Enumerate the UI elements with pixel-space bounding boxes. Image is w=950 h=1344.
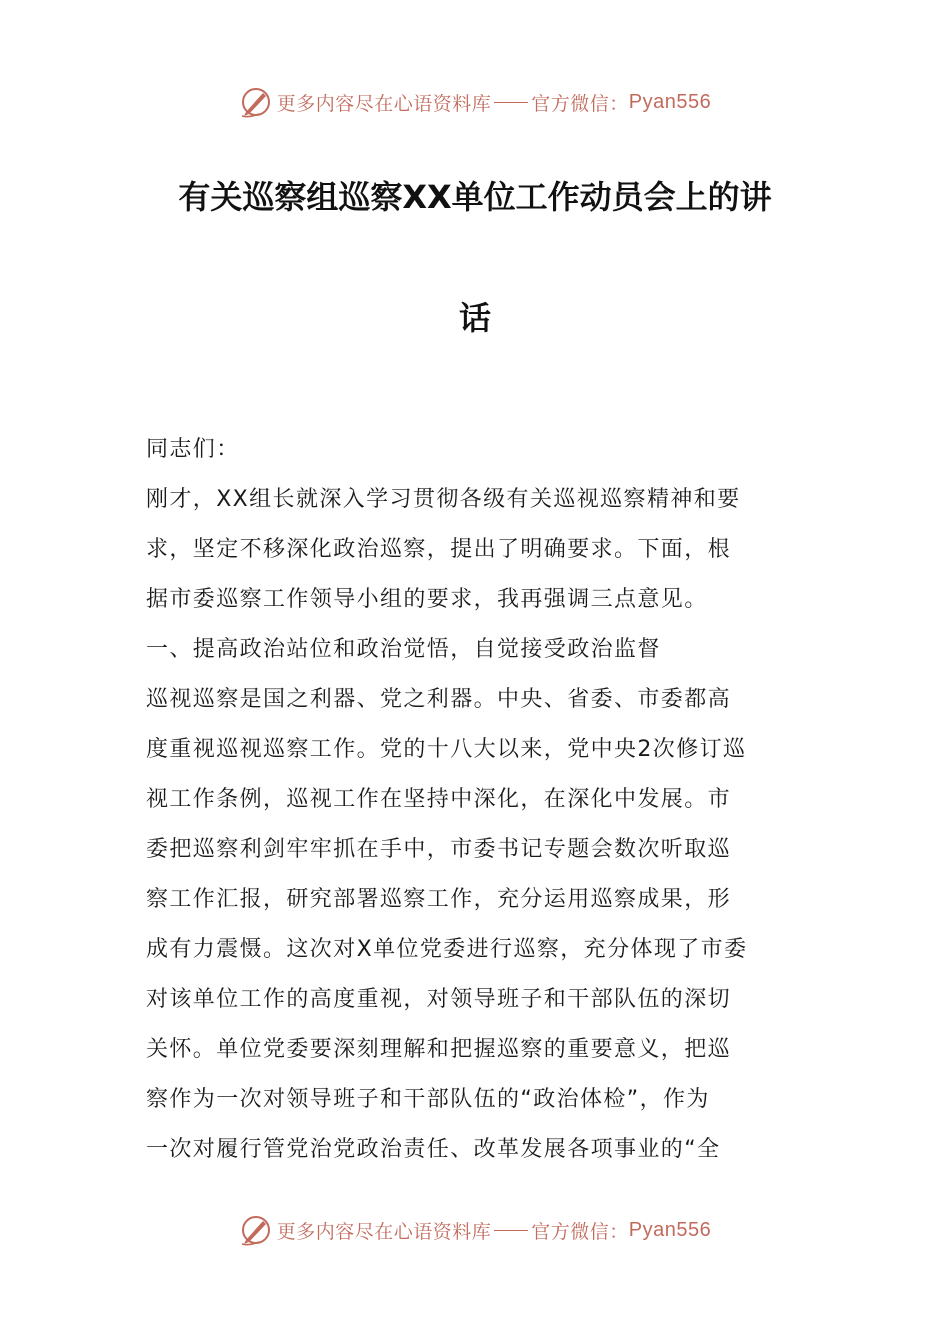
body-line: 察作为一次对领导班子和干部队伍的“政治体检”，作为 bbox=[146, 1087, 710, 1112]
header-watermark-banner bbox=[0, 82, 950, 122]
body-line: 度重视巡视巡察工作。党的十八大以来，党中央2次修订巡 bbox=[146, 737, 747, 762]
body-line: 成有力震慑。这次对X单位党委进行巡察，充分体现了市委 bbox=[146, 937, 748, 962]
banner-wechat-handle: Pyan556 bbox=[628, 90, 712, 113]
banner-main-text: 更多内容尽在心语资料库 bbox=[276, 92, 492, 115]
footer-watermark-banner bbox=[0, 1210, 950, 1250]
banner-label-text: 官方微信： bbox=[531, 92, 629, 115]
body-line: 关怀。单位党委要深刻理解和把握巡察的重要意义，把巡 bbox=[146, 1037, 732, 1062]
banner-dash-divider bbox=[494, 102, 528, 103]
document-title-line-2: 话 bbox=[458, 299, 491, 337]
pen-circle-logo-icon bbox=[239, 1213, 273, 1247]
body-line: 求，坚定不移深化政治巡察，提出了明确要求。下面，根 bbox=[146, 537, 732, 562]
body-line: 对该单位工作的高度重视，对领导班子和干部队伍的深切 bbox=[146, 987, 732, 1012]
body-line: 一次对履行管党治党政治责任、改革发展各项事业的“全 bbox=[146, 1137, 721, 1162]
banner-label-text: 官方微信： bbox=[531, 1220, 629, 1243]
pen-circle-logo-icon bbox=[239, 85, 273, 119]
banner-main-text: 更多内容尽在心语资料库 bbox=[276, 1220, 492, 1243]
document-title-line-1: 有关巡察组巡察XX单位工作动员会上的讲 bbox=[178, 178, 772, 216]
body-line: 同志们： bbox=[146, 437, 240, 462]
body-line: 视工作条例，巡视工作在坚持中深化，在深化中发展。市 bbox=[146, 787, 732, 812]
body-line: 委把巡察利剑牢牢抓在手中，市委书记专题会数次听取巡 bbox=[146, 837, 732, 862]
body-line: 察工作汇报，研究部署巡察工作，充分运用巡察成果，形 bbox=[146, 887, 732, 912]
banner-wechat-handle: Pyan556 bbox=[628, 1218, 712, 1241]
document-body bbox=[146, 428, 806, 1178]
body-line: 刚才，XX组长就深入学习贯彻各级有关巡视巡察精神和要 bbox=[146, 487, 741, 512]
banner-dash-divider bbox=[494, 1230, 528, 1231]
body-line: 据市委巡察工作领导小组的要求，我再强调三点意见。 bbox=[146, 587, 708, 612]
body-line: 巡视巡察是国之利器、党之利器。中央、省委、市委都高 bbox=[146, 687, 732, 712]
section-heading: 一、提高政治站位和政治觉悟，自觉接受政治监督 bbox=[146, 637, 661, 662]
